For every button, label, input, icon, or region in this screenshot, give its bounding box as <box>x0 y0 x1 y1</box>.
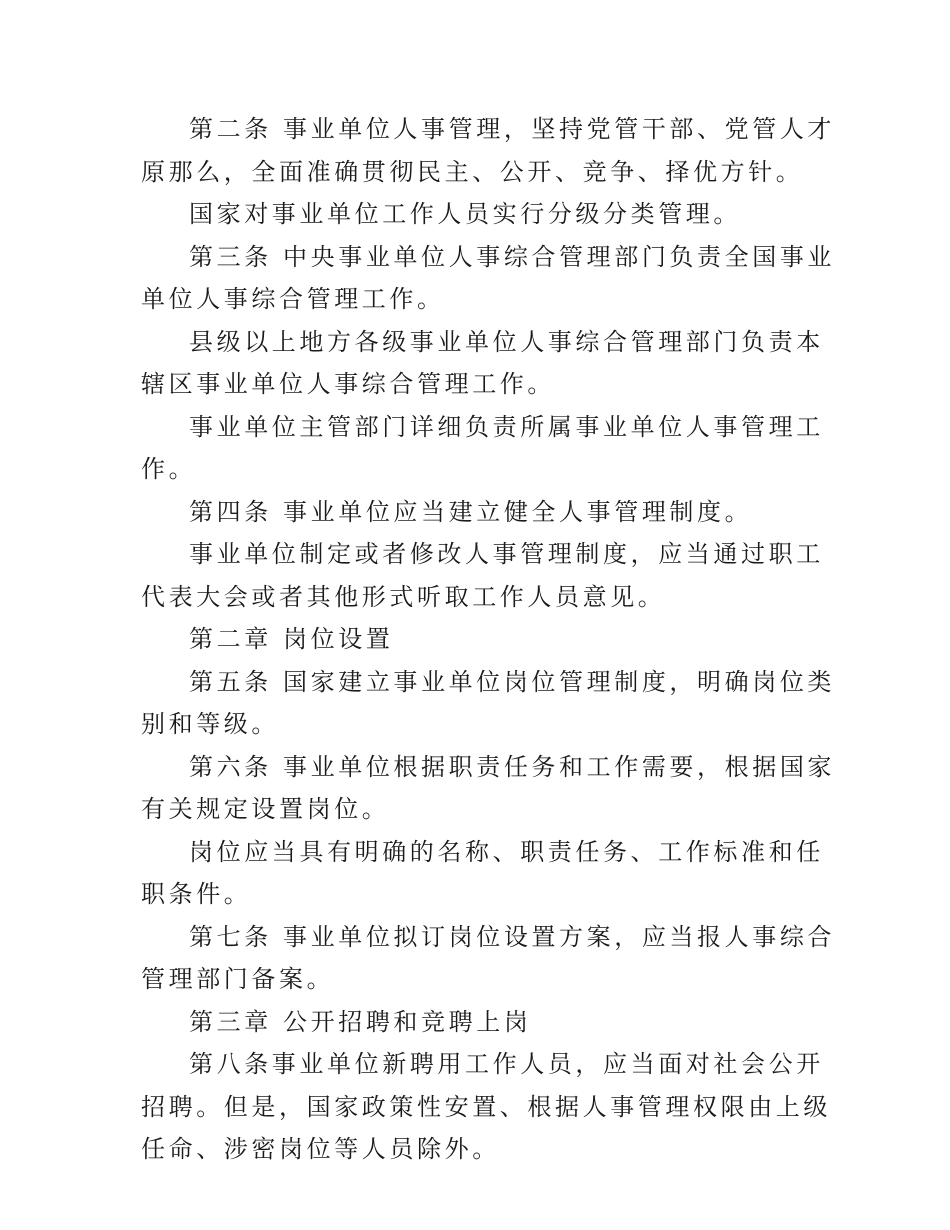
paragraph-article-7: 第七条 事业单位拟订岗位设置方案，应当报人事综合管理部门备案。 <box>141 922 836 993</box>
paragraph-system-revision: 事业单位制定或者修改人事管理制度，应当通过职工代表大会或者其他形式听取工作人员意见。 <box>141 540 824 611</box>
paragraph-article-2: 第二条 事业单位人事管理，坚持党管干部、党管人才原那么，全面准确贯彻民主、公开、竞争、择优方针。 <box>141 115 836 186</box>
paragraph-article-3: 第三条 中央事业单位人事综合管理部门负责全国事业单位人事综合管理工作。 <box>141 242 836 313</box>
paragraph-classification: 国家对事业单位工作人员实行分级分类管理。 <box>189 200 741 228</box>
chapter-heading-3: 第三章 公开招聘和竞聘上岗 <box>189 1007 532 1036</box>
paragraph-supervising-dept: 事业单位主管部门详细负责所属事业单位人事管理工作。 <box>141 412 824 483</box>
paragraph-post-requirements: 岗位应当具有明确的名称、职责任务、工作标准和任职条件。 <box>141 837 824 908</box>
paragraph-article-6: 第六条 事业单位根据职责任务和工作需要，根据国家有关规定设置岗位。 <box>141 752 836 823</box>
paragraph-article-8: 第八条事业单位新聘用工作人员，应当面对社会公开招聘。但是，国家政策性安置、根据人事管理权限由上级任命、涉密岗位等人员除外。 <box>141 1050 831 1163</box>
paragraph-article-5: 第五条 国家建立事业单位岗位管理制度，明确岗位类别和等级。 <box>141 667 836 738</box>
chapter-heading-2: 第二章 岗位设置 <box>189 625 394 653</box>
paragraph-local-management: 县级以上地方各级事业单位人事综合管理部门负责本辖区事业单位人事综合管理工作。 <box>141 327 824 398</box>
document-body <box>141 108 841 1171</box>
paragraph-article-4: 第四条 事业单位应当建立健全人事管理制度。 <box>189 497 753 526</box>
